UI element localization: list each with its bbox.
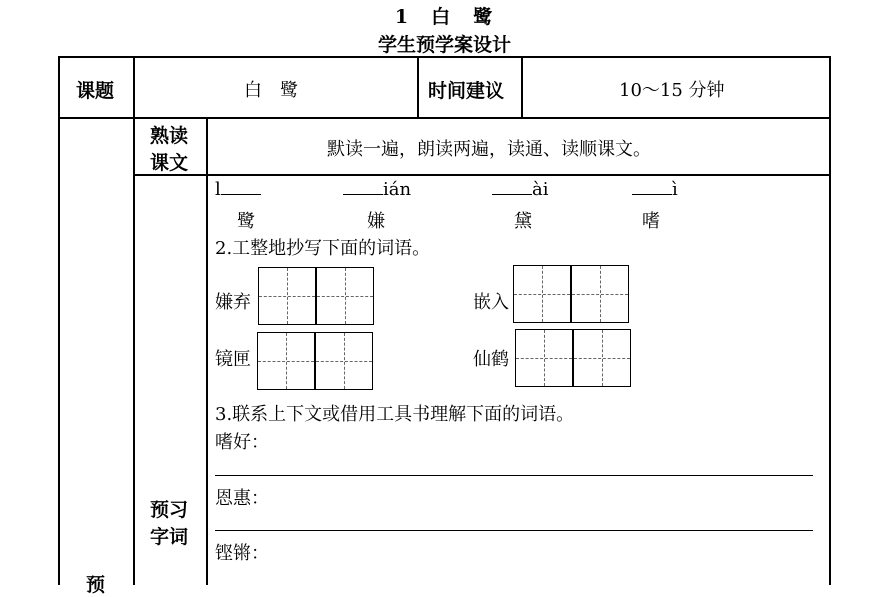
copy-word-4: 仙鹤: [473, 349, 509, 370]
reading-instruction: 默读一遍，朗读两遍，读通、读顺课文。: [327, 139, 651, 160]
question-3: 3.联系上下文或借用工具书理解下面的词语。: [215, 404, 575, 425]
preview-label-line1: 预习: [150, 499, 189, 521]
writing-grid-3b[interactable]: [315, 332, 373, 390]
reading-label-line1: 熟读: [150, 125, 189, 147]
table-row1-bottom: [58, 117, 830, 119]
term-3: 铿锵：: [215, 543, 269, 564]
time-label: 时间建议: [428, 80, 505, 102]
col-divider-1: [133, 56, 135, 585]
writing-grid-1a[interactable]: [258, 267, 316, 325]
pinyin-item-1[interactable]: l: [215, 179, 261, 200]
writing-grid-4a[interactable]: [515, 329, 573, 387]
time-value: 10～15 分钟: [619, 80, 725, 101]
col-divider-3: [417, 56, 419, 117]
question-2: 2.工整地抄写下面的词语。: [215, 238, 431, 259]
answer-line-2[interactable]: [215, 530, 813, 531]
writing-grid-4b[interactable]: [573, 329, 631, 387]
pinyin-char-2: 嫌: [367, 211, 385, 232]
reading-label-line2: 课文: [150, 152, 189, 174]
col-divider-2: [206, 117, 208, 585]
copy-word-2: 嵌入: [473, 292, 509, 313]
term-1: 嗜好：: [215, 432, 269, 453]
pinyin-char-4: 嗜: [642, 211, 660, 232]
answer-line-1[interactable]: [215, 475, 813, 476]
topic-value: 白 鹭: [244, 80, 298, 101]
topic-label: 课题: [76, 80, 115, 102]
table-top-border: [58, 56, 830, 58]
pinyin-char-3: 黛: [514, 211, 532, 232]
writing-grid-1b[interactable]: [316, 267, 374, 325]
copy-word-3: 镜匣: [215, 349, 251, 370]
worksheet-title: 学生预学案设计: [377, 34, 511, 56]
table-left-border: [58, 56, 60, 585]
writing-grid-2a[interactable]: [513, 265, 571, 323]
pinyin-item-2[interactable]: ián: [343, 179, 411, 200]
copy-word-1: 嫌弃: [215, 292, 251, 313]
table-right-border: [829, 56, 831, 585]
lesson-title: 1 白 鹭: [394, 6, 495, 28]
writing-grid-2b[interactable]: [571, 265, 629, 323]
col-divider-4: [521, 56, 523, 117]
table-row2-bottom: [133, 174, 830, 176]
writing-grid-3a[interactable]: [257, 332, 315, 390]
preview-label-line2: 字词: [150, 526, 189, 548]
term-2: 恩惠：: [215, 488, 269, 509]
pinyin-char-1: 鹭: [237, 211, 255, 232]
pinyin-item-4[interactable]: ì: [632, 179, 678, 200]
pinyin-item-3[interactable]: ài: [492, 179, 549, 200]
section-label-preview: 预: [86, 574, 106, 596]
